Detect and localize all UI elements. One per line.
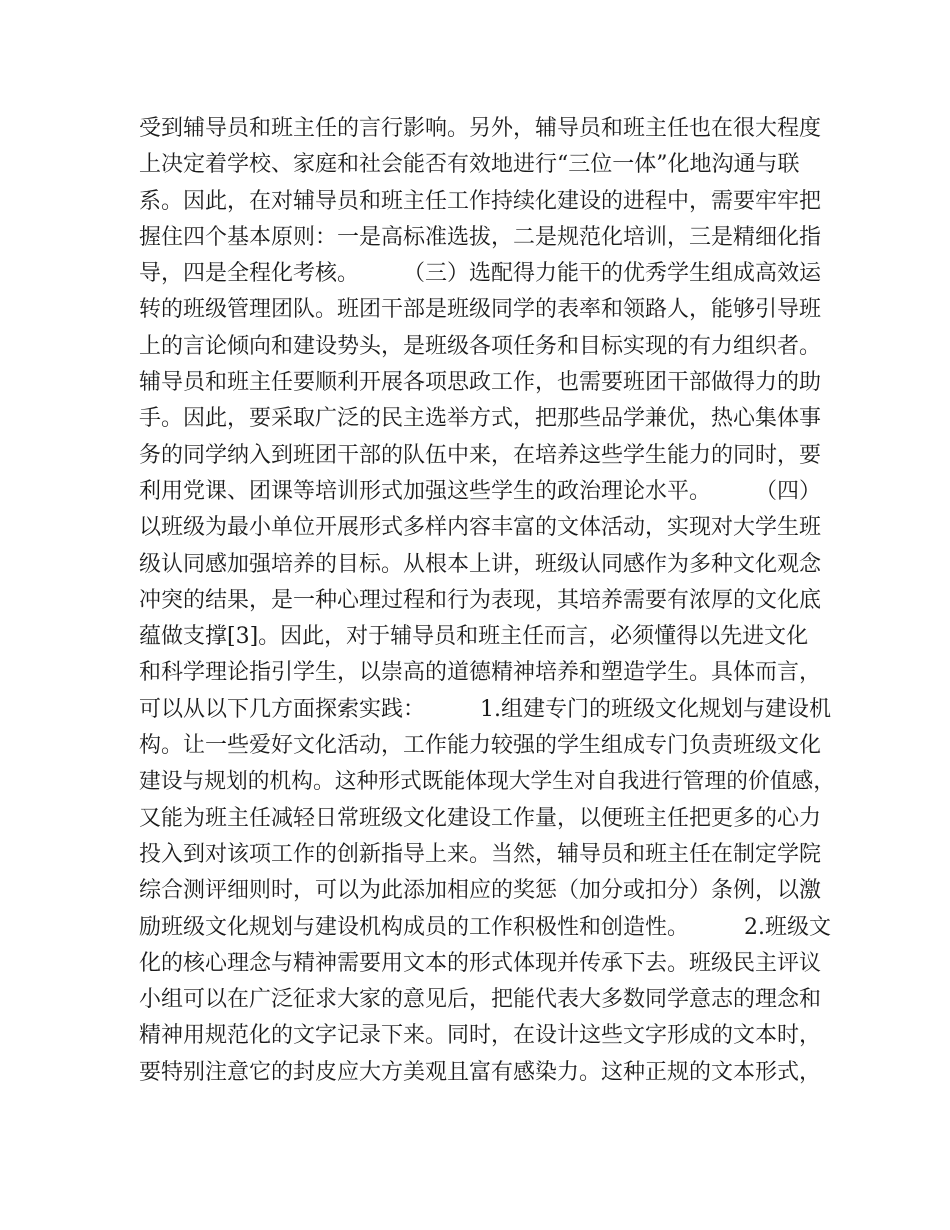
text-line: 综合测评细则时，可以为此添加相应的奖惩（加分或扣分）条例，以激 xyxy=(139,878,822,904)
body-text xyxy=(139,111,839,1091)
text-line: 和科学理论指引学生，以崇高的道德精神培养和塑造学生。具体而言， xyxy=(139,660,822,686)
text-line: 导，四是全程化考核。 （三）选配得力能干的优秀学生组成高效运 xyxy=(139,261,822,287)
text-line: 蕴做支撑[3]。因此，对于辅导员和班主任而言，必须懂得以先进文化 xyxy=(139,624,809,650)
text-line: 又能为班主任减轻日常班级文化建设工作量，以便班主任把更多的心力 xyxy=(139,805,822,831)
text-line: 励班级文化规划与建设机构成员的工作积极性和创造性。 2.班级文 xyxy=(139,914,831,940)
text-line: 构。让一些爱好文化活动，工作能力较强的学生组成专门负责班级文化 xyxy=(139,733,822,759)
text-line: 上的言论倾向和建设势头，是班级各项任务和目标实现的有力组织者。 xyxy=(139,333,822,359)
text-line: 精神用规范化的文字记录下来。同时，在设计这些文字形成的文本时， xyxy=(139,1023,822,1049)
text-line: 系。因此，在对辅导员和班主任工作持续化建设的进程中，需要牢牢把 xyxy=(139,188,822,214)
text-line: 可以从以下几方面探索实践： 1.组建专门的班级文化规划与建设机 xyxy=(139,696,831,722)
text-line: 小组可以在广泛征求大家的意见后，把能代表大多数同学意志的理念和 xyxy=(139,987,822,1013)
text-line: 辅导员和班主任要顺利开展各项思政工作，也需要班团干部做得力的助 xyxy=(139,370,822,396)
text-line: 利用党课、团课等培训形式加强这些学生的政治理论水平。 （四） xyxy=(139,478,822,504)
text-line: 手。因此，要采取广泛的民主选举方式，把那些品学兼优，热心集体事 xyxy=(139,406,822,432)
text-line: 要特别注意它的封皮应大方美观且富有感染力。这种正规的文本形式， xyxy=(139,1059,822,1085)
text-line: 级认同感加强培养的目标。从根本上讲，班级认同感作为多种文化观念 xyxy=(139,551,822,577)
text-line: 务的同学纳入到班团干部的队伍中来，在培养这些学生能力的同时，要 xyxy=(139,442,822,468)
text-line: 受到辅导员和班主任的言行影响。另外，辅导员和班主任也在很大程度 xyxy=(139,116,822,141)
text-line: 投入到对该项工作的创新指导上来。当然，辅导员和班主任在制定学院 xyxy=(139,841,822,867)
text-line: 转的班级管理团队。班团干部是班级同学的表率和领路人，能够引导班 xyxy=(139,297,822,323)
text-line: 以班级为最小单位开展形式多样内容丰富的文体活动，实现对大学生班 xyxy=(139,515,822,541)
text-line: 冲突的结果，是一种心理过程和行为表现，其培养需要有浓厚的文化底 xyxy=(139,587,822,613)
text-line: 建设与规划的机构。这种形式既能体现大学生对自我进行管理的价值感， xyxy=(139,769,835,795)
text-line: 化的核心理念与精神需要用文本的形式体现并传承下去。班级民主评议 xyxy=(139,950,822,976)
text-line: 握住四个基本原则：一是高标准选拔，二是规范化培训，三是精细化指 xyxy=(139,224,822,250)
text-line: 上决定着学校、家庭和社会能否有效地进行“三位一体”化地沟通与联 xyxy=(139,152,800,178)
